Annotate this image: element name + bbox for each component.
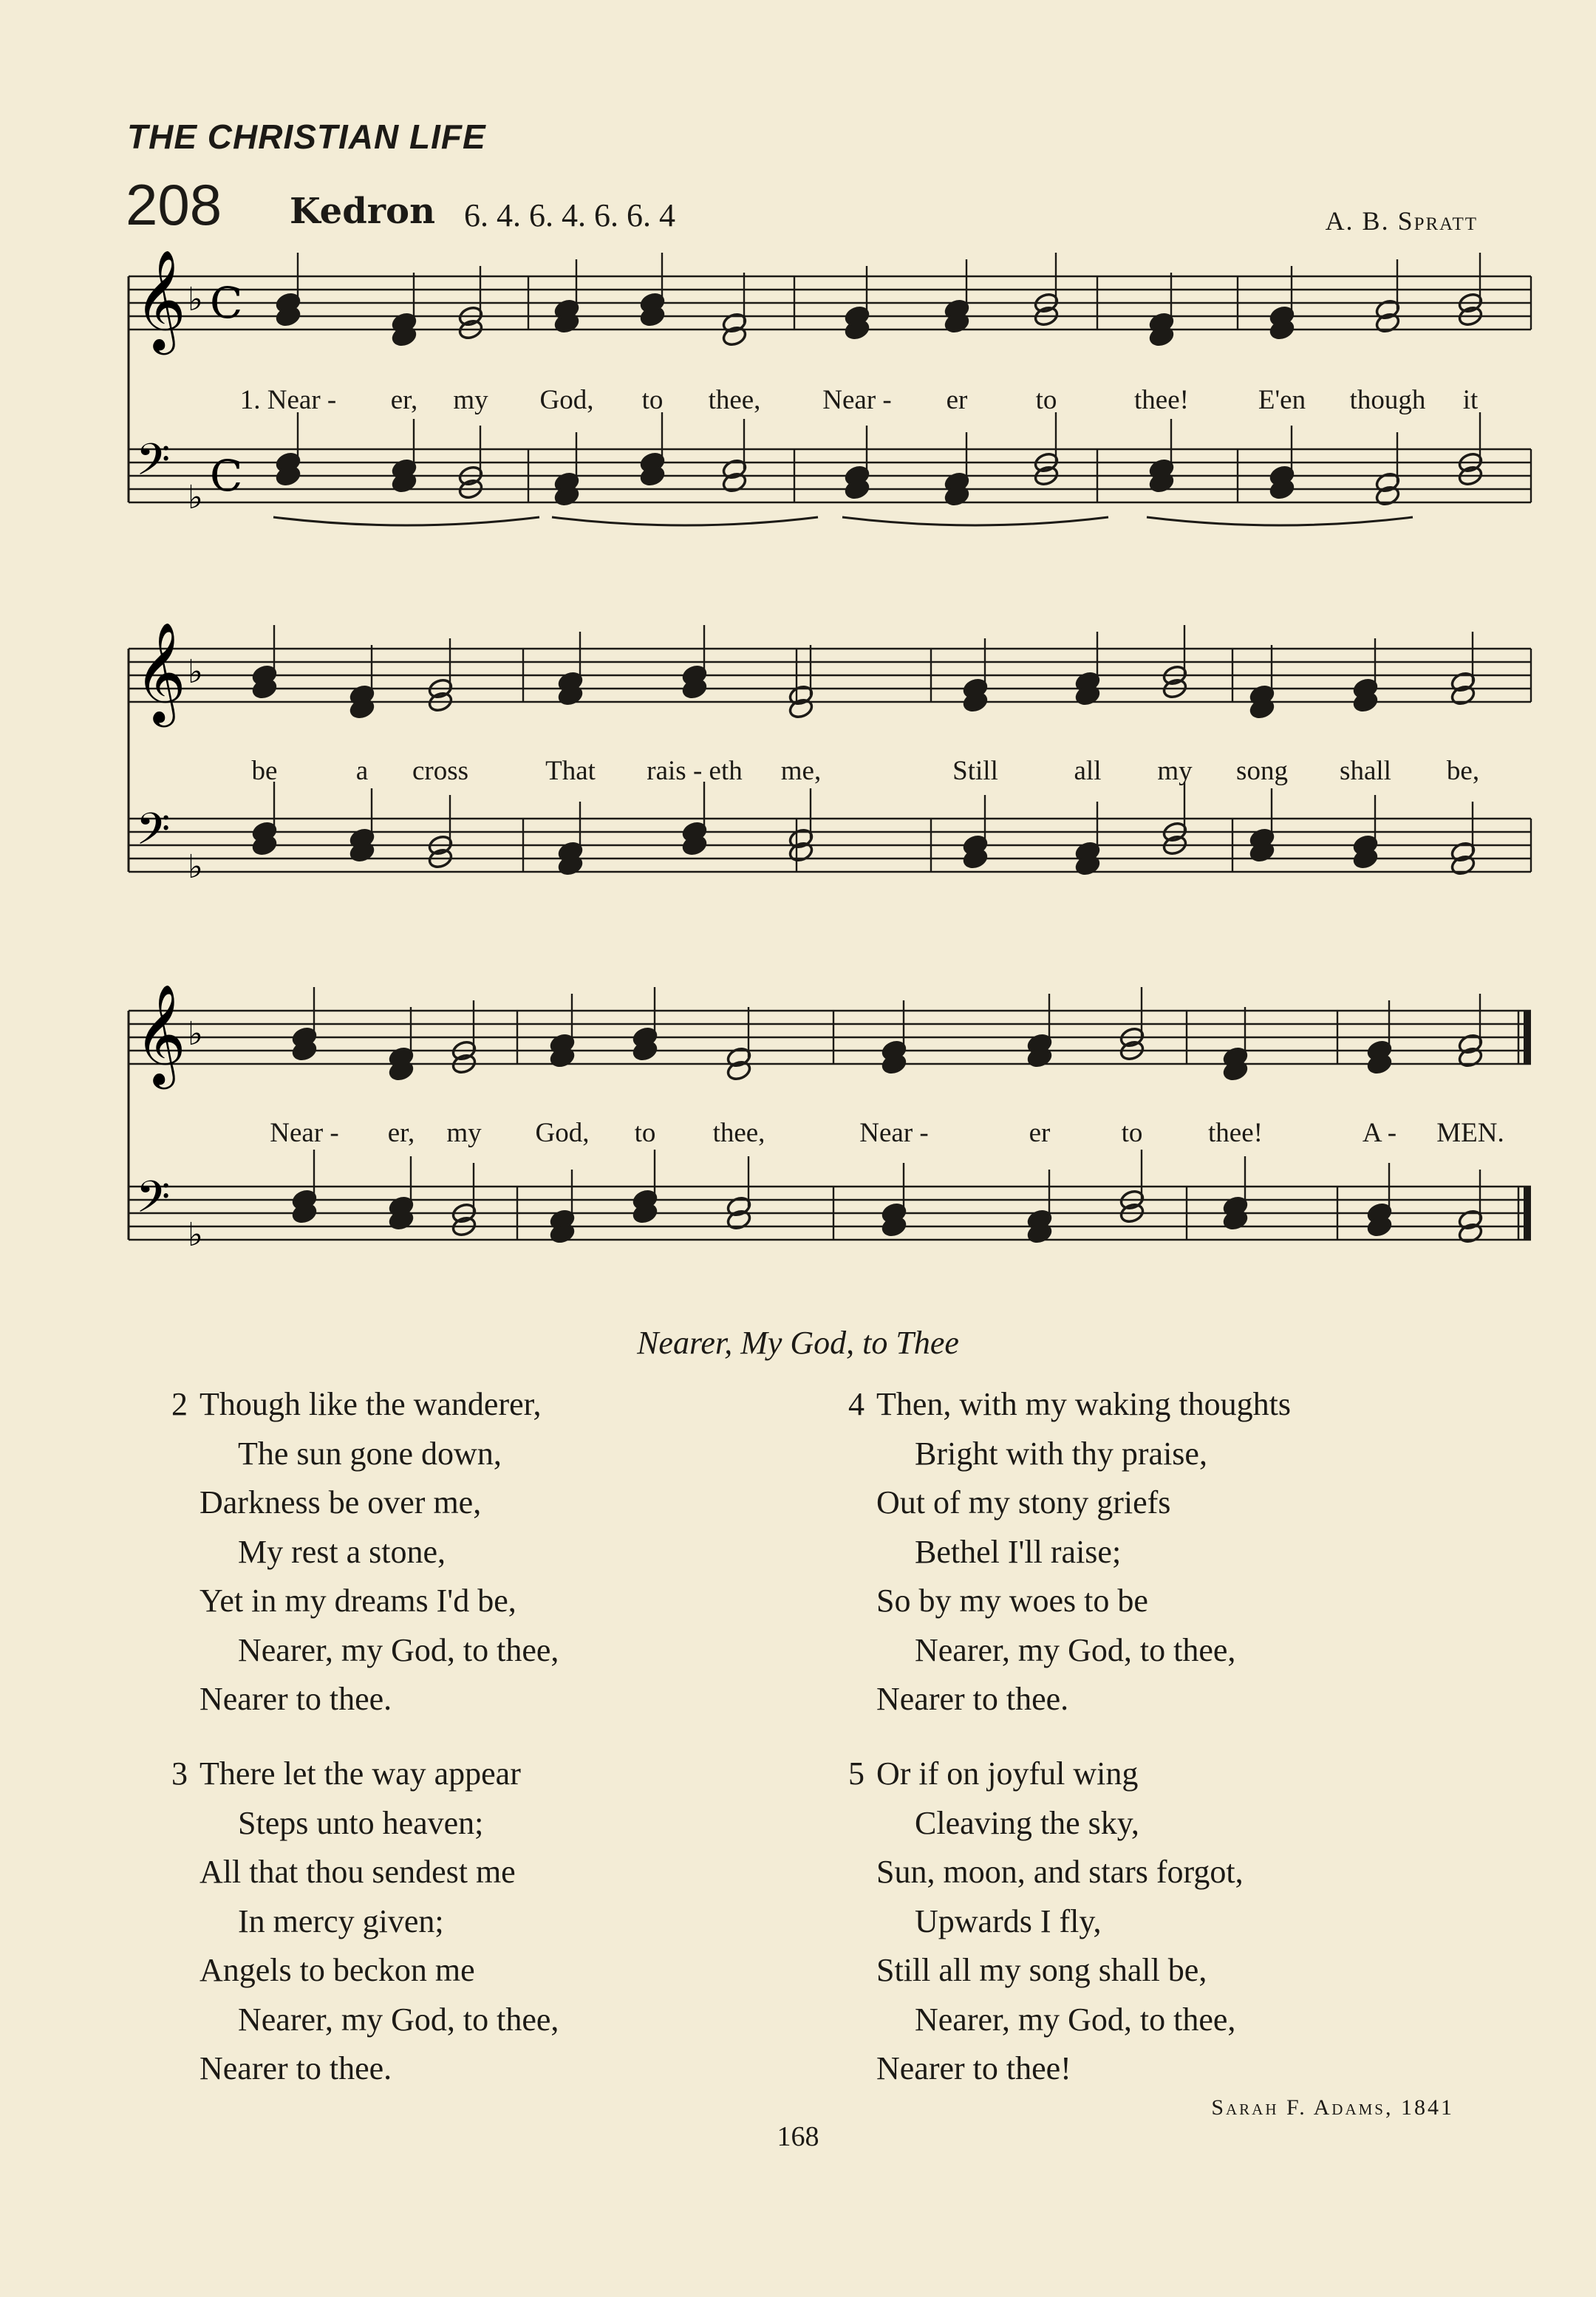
hymn-title: Nearer, My God, to Thee [637, 1325, 959, 1361]
verse-line: Cleaving the sky, [915, 1804, 1139, 1841]
treble-clef: 𝄞 [134, 983, 186, 1085]
lyric-syllable: er [946, 385, 968, 415]
verse-number: 4 [848, 1386, 864, 1422]
verse-line: Nearer to thee. [200, 1681, 392, 1717]
final-bar-thick [1524, 1187, 1531, 1240]
lyric-syllable: cross [412, 756, 469, 786]
verse-line: Angels to beckon me [200, 1952, 475, 1988]
verse-number: 2 [171, 1386, 188, 1422]
verse-line: Nearer to thee. [876, 1681, 1069, 1717]
verse [848, 1750, 1244, 2094]
lyric-syllable: all [1074, 756, 1102, 786]
lyric-syllable: thee, [712, 1118, 765, 1148]
verse-line: Nearer, my God, to thee, [238, 1631, 559, 1668]
lyric-syllable: be, [1446, 756, 1480, 786]
verse-line: Nearer, my God, to thee, [915, 2001, 1236, 2038]
lyric-syllable: my [453, 385, 488, 415]
key-signature-flat: ♭ [188, 1216, 203, 1254]
lyric-syllable: to [1035, 385, 1057, 415]
verse [848, 1380, 1291, 1724]
verse-line: Or if on joyful wing [876, 1755, 1139, 1792]
lyric-syllable: Near - [822, 385, 892, 415]
tune-name: Kedron [290, 191, 435, 232]
lyric-syllable: Near - [859, 1118, 929, 1148]
verse-number: 3 [171, 1755, 188, 1792]
lyric-syllable: my [446, 1118, 482, 1148]
verse-number: 5 [848, 1755, 864, 1792]
key-signature-flat: ♭ [188, 479, 203, 516]
lyric-syllable: Still [952, 756, 998, 786]
verse-line: In mercy given; [238, 1902, 444, 1939]
page-number: 168 [777, 2121, 819, 2152]
lyric-syllable: thee! [1208, 1118, 1263, 1148]
verse-line: My rest a stone, [238, 1533, 446, 1570]
lyric-syllable: though [1349, 385, 1426, 415]
verse-line: Steps unto heaven; [238, 1804, 484, 1841]
verse [171, 1380, 559, 1724]
verse-line: Then, with my waking thoughts [876, 1386, 1291, 1422]
staff-notation [118, 251, 1537, 598]
lyric-syllable: to [1121, 1118, 1143, 1148]
verse-line: The sun gone down, [238, 1435, 502, 1472]
bass-clef: 𝄢 [136, 803, 171, 865]
lyric-syllable: thee, [708, 385, 761, 415]
lyric-syllable: a [355, 756, 369, 786]
key-signature-flat: ♭ [188, 848, 203, 886]
verse-line: Nearer, my God, to thee, [238, 2001, 559, 2038]
lyric-syllable: A - [1362, 1118, 1397, 1148]
lyric-syllable: er [1029, 1118, 1051, 1148]
lyric-syllable: er, [387, 1118, 415, 1148]
lyric-syllable: God, [539, 385, 594, 415]
lyric-syllable: to [634, 1118, 656, 1148]
lyric-syllable: thee! [1134, 385, 1189, 415]
lyric-syllable: to [641, 385, 664, 415]
lyric-syllable: E'en [1258, 385, 1306, 415]
lyric-syllable: Near - [270, 1118, 339, 1148]
verse-line: Sun, moon, and stars forgot, [876, 1854, 1244, 1890]
staff-notation [118, 983, 1537, 1322]
verse-line: Darkness be over me, [200, 1484, 482, 1520]
lyric-syllable: my [1157, 756, 1193, 786]
lyric-syllable: God, [535, 1118, 590, 1148]
time-signature: C [210, 451, 243, 501]
tie [273, 517, 539, 525]
section-heading: THE CHRISTIAN LIFE [127, 117, 486, 156]
composer: A. B. Spratt [1325, 206, 1478, 236]
verse-line: Bethel I'll raise; [915, 1533, 1122, 1570]
lyric-syllable: MEN. [1436, 1118, 1504, 1148]
treble-clef: 𝄞 [134, 621, 186, 723]
verse-line: Upwards I fly, [915, 1902, 1102, 1939]
music-system-3 [118, 983, 1537, 1322]
lyric-syllable: er, [390, 385, 418, 415]
verse [171, 1750, 559, 2094]
time-signature: C [210, 278, 243, 328]
verse-line: Out of my stony griefs [876, 1484, 1171, 1520]
verse-line: Nearer, my God, to thee, [915, 1631, 1236, 1668]
treble-clef: 𝄞 [134, 251, 186, 350]
music-system-1 [118, 251, 1537, 598]
lyric-syllable: That [545, 756, 596, 786]
verse-line: Nearer to thee. [200, 2050, 392, 2086]
verse-line: Though like the wanderer, [200, 1386, 542, 1422]
tie [552, 517, 818, 525]
author-credit: Sarah F. Adams, 1841 [1211, 2095, 1454, 2120]
bass-clef: 𝄢 [136, 434, 171, 496]
key-signature-flat: ♭ [188, 653, 203, 691]
verse-line: Bright with thy praise, [915, 1435, 1207, 1472]
key-signature-flat: ♭ [188, 281, 203, 318]
verse-line: Yet in my dreams I'd be, [200, 1583, 516, 1619]
hymn-number: 208 [126, 172, 222, 237]
verse-line: So by my woes to be [876, 1583, 1148, 1619]
verse-line: There let the way appear [200, 1755, 521, 1792]
music-system-2 [118, 621, 1537, 953]
meter: 6. 4. 6. 4. 6. 6. 4 [464, 197, 675, 233]
staff-notation [118, 621, 1537, 953]
final-bar-thick [1524, 1011, 1531, 1064]
lyric-syllable: song [1236, 756, 1288, 786]
verse-line: Still all my song shall be, [876, 1952, 1207, 1988]
lyric-syllable: me, [780, 756, 822, 786]
lyric-syllable: rais - eth [647, 756, 743, 786]
lyric-syllable: 1. Near - [239, 385, 337, 415]
tie [1147, 517, 1413, 525]
lyric-syllable: shall [1340, 756, 1391, 786]
bass-clef: 𝄢 [136, 1171, 171, 1233]
lyric-syllable: be [251, 756, 278, 786]
verse-line: All that thou sendest me [200, 1854, 516, 1890]
lyric-syllable: it [1462, 385, 1479, 415]
verse-line: Nearer to thee! [876, 2050, 1071, 2086]
key-signature-flat: ♭ [188, 1015, 203, 1053]
tie [842, 517, 1108, 525]
